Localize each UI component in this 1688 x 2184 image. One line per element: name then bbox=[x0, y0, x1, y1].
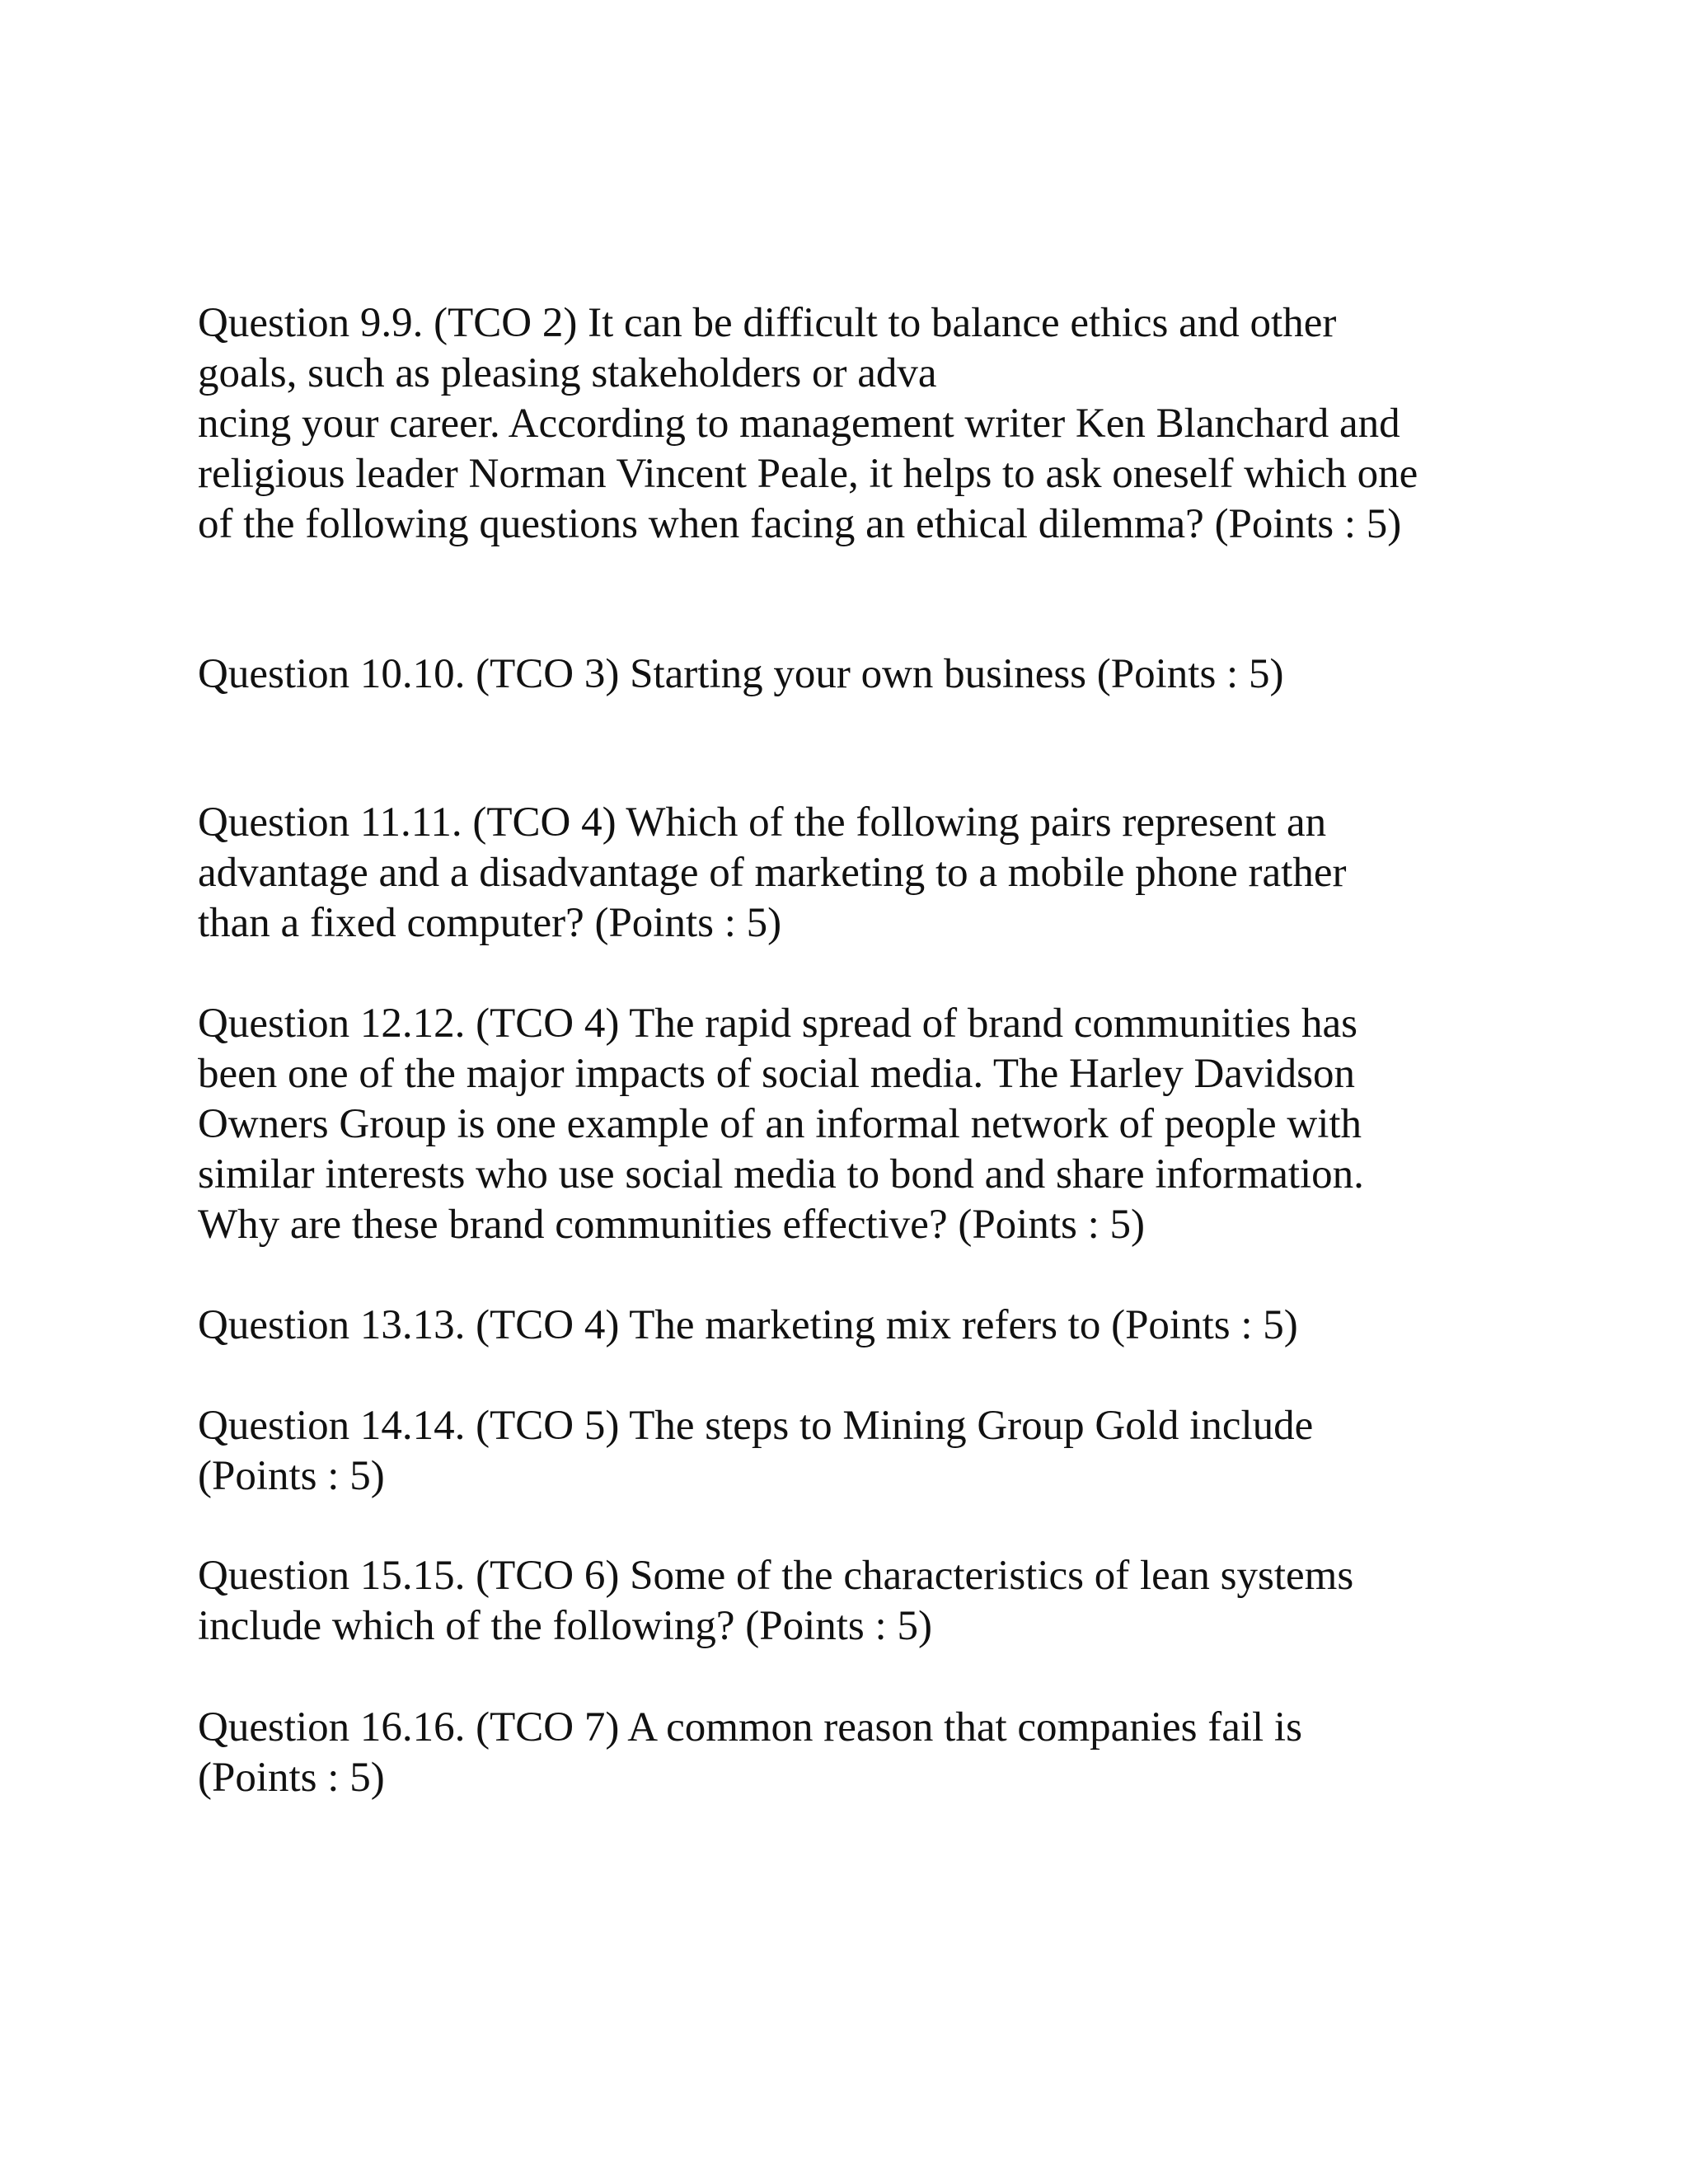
question-15 bbox=[198, 1551, 1517, 1652]
question-9-line-5: of the following questions when facing an ethical dilemma? (Points : 5) bbox=[198, 501, 1402, 547]
question-12-line-4: similar interests who use social media to bond and share information. bbox=[198, 1151, 1364, 1197]
question-12-line-2: been one of the major impacts of social media. The Harley Davidson bbox=[198, 1051, 1355, 1097]
question-14 bbox=[198, 1401, 1517, 1502]
question-11-line-2: advantage and a disadvantage of marketing to a mobile phone rather bbox=[198, 850, 1347, 896]
question-16-line-2: (Points : 5) bbox=[198, 1755, 385, 1801]
question-13 bbox=[198, 1301, 1517, 1351]
question-9-line-1: Question 9.9. (TCO 2) It can be difficult to balance ethics and other bbox=[198, 300, 1337, 346]
question-9-line-2: goals, such as pleasing stakeholders or adva bbox=[198, 350, 937, 396]
question-11 bbox=[198, 798, 1517, 949]
question-16 bbox=[198, 1703, 1517, 1803]
question-14-line-1: Question 14.14. (TCO 5) The steps to Mining Group Gold include bbox=[198, 1403, 1314, 1449]
question-12-line-1: Question 12.12. (TCO 4) The rapid spread of brand communities has bbox=[198, 1001, 1357, 1047]
question-13-line-1: Question 13.13. (TCO 4) The marketing mix refers to (Points : 5) bbox=[198, 1302, 1298, 1348]
question-16-line-1: Question 16.16. (TCO 7) A common reason that companies fail is bbox=[198, 1704, 1302, 1750]
question-10-line-1: Question 10.10. (TCO 3) Starting your own business (Points : 5) bbox=[198, 651, 1284, 697]
question-14-line-2: (Points : 5) bbox=[198, 1453, 385, 1499]
question-9-line-3: ncing your career. According to management writer Ken Blanchard and bbox=[198, 401, 1400, 447]
question-9 bbox=[198, 298, 1517, 550]
question-10 bbox=[198, 649, 1517, 700]
question-12 bbox=[198, 999, 1517, 1250]
question-15-line-2: include which of the following? (Points : 5) bbox=[198, 1603, 932, 1649]
question-12-line-3: Owners Group is one example of an informal network of people with bbox=[198, 1101, 1362, 1147]
question-15-line-1: Question 15.15. (TCO 6) Some of the characteristics of lean systems bbox=[198, 1553, 1354, 1599]
question-11-line-1: Question 11.11. (TCO 4) Which of the following pairs represent an bbox=[198, 799, 1327, 846]
question-12-line-5: Why are these brand communities effective? (Points : 5) bbox=[198, 1202, 1146, 1248]
question-11-line-3: than a fixed computer? (Points : 5) bbox=[198, 900, 782, 946]
question-9-line-4: religious leader Norman Vincent Peale, it helps to ask oneself which one bbox=[198, 451, 1418, 497]
